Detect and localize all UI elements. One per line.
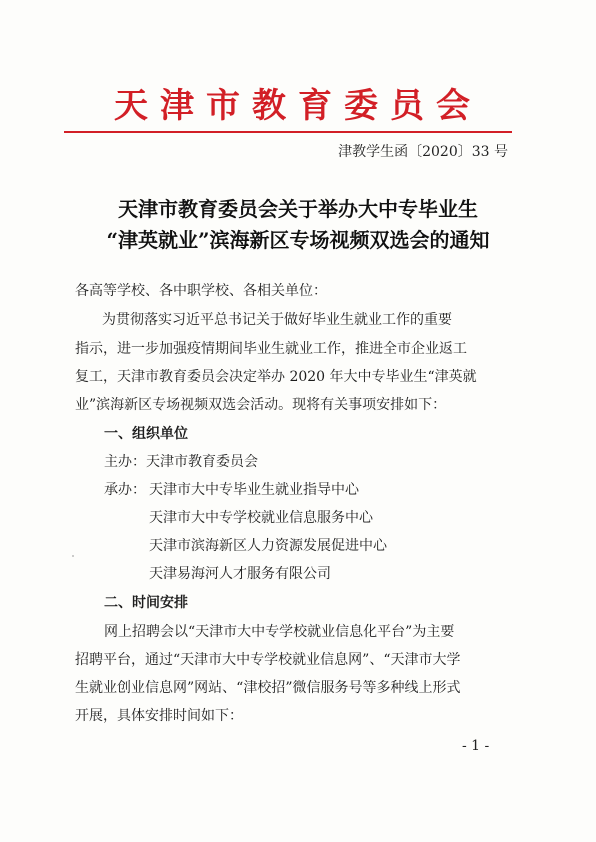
page-number: - 1 - <box>462 738 490 754</box>
organizer-item: 天津易海河人才服务有限公司 <box>149 566 331 582</box>
schedule-paragraph-line: 招聘平台，通过“天津市大中专学校就业信息网”、“天津市大学 <box>75 652 461 668</box>
document-number: 津教学生函〔2020〕33 号 <box>338 144 508 160</box>
schedule-paragraph-line: 网上招聘会以“天津市大中专学校就业信息化平台”为主要 <box>104 624 455 640</box>
organizer-item: 天津市大中专毕业生就业指导中心 <box>149 482 359 498</box>
organizer-item: 天津市大中专学校就业信息服务中心 <box>149 510 373 526</box>
organizer-item: 天津市滨海新区人力资源发展促进中心 <box>149 538 387 554</box>
host-line: 主办：天津市教育委员会 <box>104 454 258 470</box>
intro-paragraph-line: 业”滨海新区专场视频双选会活动。现将有关事项安排如下： <box>75 397 447 413</box>
schedule-paragraph-line: 生就业创业信息网”网站、“津校招”微信服务号等多种线上形式 <box>75 680 461 696</box>
document-title-line-2: “津英就业”滨海新区专场视频双选会的通知 <box>106 228 490 252</box>
schedule-paragraph-line: 开展，具体安排时间如下： <box>75 708 243 724</box>
intro-paragraph-line: 复工，天津市教育委员会决定举办 2020 年大中专毕业生“津英就 <box>75 369 477 385</box>
red-divider-line <box>64 131 512 133</box>
intro-paragraph-line: 为贯彻落实习近平总书记关于做好毕业生就业工作的重要 <box>102 312 452 328</box>
section-heading-organizers: 一、组织单位 <box>104 426 188 442</box>
section-heading-schedule: 二、时间安排 <box>104 595 188 611</box>
organizer-label: 承办： <box>104 482 146 498</box>
scan-speck <box>72 555 74 557</box>
issuer-masthead: 天津市教育委员会 <box>114 86 482 126</box>
document-title-line-1: 天津市教育委员会关于举办大中专毕业生 <box>118 197 478 221</box>
intro-paragraph-line: 指示，进一步加强疫情期间毕业生就业工作，推进全市企业返工 <box>75 341 467 357</box>
salutation: 各高等学校、各中职学校、各相关单位： <box>75 283 327 299</box>
